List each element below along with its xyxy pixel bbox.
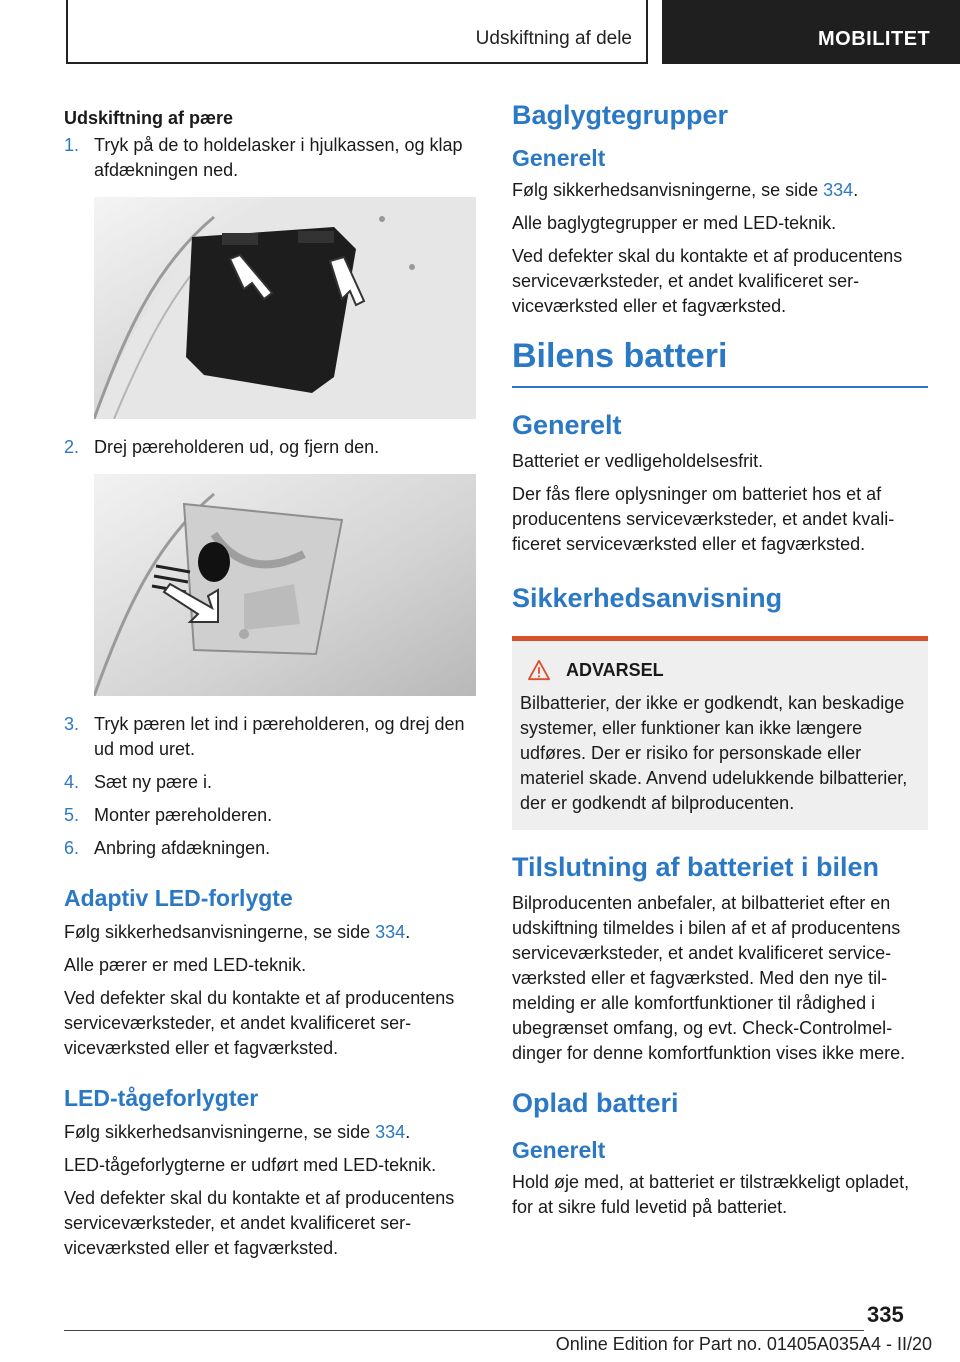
header-section-title: Udskiftning af dele — [475, 28, 632, 49]
step-5 — [64, 803, 476, 828]
rear-defect-text: Ved defekter skal du kontakte et af producentens serviceværksteder, et andet kvalificeret serviceværksted eller et fagværksted. — [512, 246, 903, 316]
step-2 — [64, 435, 476, 460]
header-frame — [66, 0, 648, 64]
step-3 — [64, 712, 476, 762]
battery-register-heading: Tilslutning af batteriet i bilen — [512, 852, 880, 882]
step-1 — [64, 133, 476, 183]
step-6 — [64, 836, 476, 861]
step-number: 3. — [64, 714, 80, 734]
step-number: 5. — [64, 805, 80, 825]
ref-text: Følg sikkerhedsanvisningerne, se side — [64, 1122, 376, 1142]
footer-edition: Online Edition for Part no. 01405A035A4 - II/20 — [555, 1334, 932, 1354]
step-number: 4. — [64, 772, 80, 792]
step-text: Drej pæreholderen ud, og fjern den. — [94, 437, 380, 457]
step-number: 1. — [64, 135, 80, 155]
right-column — [512, 100, 928, 1228]
ref-punct: . — [405, 922, 411, 942]
footer-divider — [64, 1330, 864, 1331]
fog-lights-heading: LED-tågeforlygter — [64, 1085, 259, 1111]
battery-maintenance-text: Batteriet er vedligeholdelsesfrit. — [512, 451, 764, 471]
warning-triangle-icon — [528, 659, 550, 681]
adaptive-led-text: Alle pærer er med LED-teknik. — [64, 955, 307, 975]
page-number: 335 — [867, 1302, 904, 1327]
bulb-replacement-heading: Udskiftning af pære — [64, 108, 234, 128]
step-text: Sæt ny pære i. — [94, 772, 213, 792]
header-chapter-label: MOBILITET — [818, 28, 931, 50]
rear-general-heading: Generelt — [512, 145, 606, 171]
ref-text: Følg sikkerhedsanvisningerne, se side — [64, 922, 376, 942]
bulb-holder-illustration — [94, 474, 476, 696]
battery-register-text: Bilproducenten anbefaler, at bilbatteriet efter en udskiftning tilmeldes i bilen af et af producentens serviceværksteder, et andet kvalificeret serviceværksted eller et fagværksted. Med den nye tilmelding er alle komfortfunktioner til rådighed i ubegrænset omfang, og evt. Check-Controlmeldinger for denne komfortfunktion vises ikke mere. — [512, 893, 906, 1063]
warning-label: ADVARSEL — [566, 659, 664, 680]
ref-punct: . — [853, 180, 859, 200]
rear-safety-ref — [512, 178, 928, 203]
battery-general-heading: Generelt — [512, 410, 622, 440]
charge-general-heading: Generelt — [512, 1137, 606, 1163]
step-number: 6. — [64, 838, 80, 858]
step-text: Tryk pæren let ind i pæreholderen, og drej den ud mod uret. — [94, 714, 465, 759]
adaptive-defect-text: Ved defekter skal du kontakte et af producentens serviceværksteder, et andet kvalificeret serviceværksted eller et fagværksted. — [64, 988, 455, 1058]
page-link-334[interactable]: 334 — [375, 922, 406, 942]
warning-box — [512, 636, 928, 830]
rear-led-text: Alle baglygtegrupper er med LED-teknik. — [512, 213, 837, 233]
fog-led-text: LED-tågeforlygterne er udført med LED-teknik. — [64, 1155, 437, 1175]
step-text: Tryk på de to holdelasker i hjulkassen, og klap afdækningen ned. — [94, 135, 463, 180]
figure-bulb-holder — [94, 474, 476, 696]
charge-battery-heading: Oplad batteri — [512, 1088, 679, 1118]
warning-text: Bilbatterier, der ikke er godkendt, kan beskadige systemer, eller funktioner kan ikke længere udføres. Der er risiko for personskade eller materiel skade. Anvend udelukkende bilbatterier, der er godkendt af bilproducenten. — [520, 693, 908, 813]
warning-title — [520, 659, 920, 681]
adaptive-safety-ref — [64, 920, 476, 945]
adaptive-led-heading: Adaptiv LED-forlygte — [64, 885, 293, 911]
page-link-334[interactable]: 334 — [823, 180, 854, 200]
rear-lights-heading: Baglygtegrupper — [512, 100, 729, 130]
safety-heading: Sikkerhedsanvisning — [512, 583, 783, 613]
header-chapter-tab — [662, 0, 960, 64]
ref-text: Følg sikkerhedsanvisningerne, se side — [512, 180, 824, 200]
charge-text: Hold øje med, at batteriet er tilstrækkeligt opladet, for at sikre fuld levetid på batteriet. — [512, 1172, 910, 1217]
left-column — [64, 100, 476, 1269]
fog-safety-ref — [64, 1120, 476, 1145]
ref-punct: . — [405, 1122, 411, 1142]
page-link-334[interactable]: 334 — [375, 1122, 406, 1142]
step-text: Anbring afdækningen. — [94, 838, 271, 858]
wheel-arch-cover-illustration — [94, 197, 476, 419]
step-number: 2. — [64, 437, 80, 457]
battery-heading: Bilens batteri — [512, 337, 928, 388]
figure-cover-tabs — [94, 197, 476, 419]
fog-defect-text: Ved defekter skal du kontakte et af producentens serviceværksteder, et andet kvalificeret serviceværksted eller et fagværksted. — [64, 1188, 455, 1258]
step-text: Monter pæreholderen. — [94, 805, 273, 825]
battery-info-text: Der fås flere oplysninger om batteriet hos et af producentens serviceværksteder, et andet kvalificeret serviceværksted eller et fagværksted. — [512, 484, 895, 554]
step-4 — [64, 770, 476, 795]
